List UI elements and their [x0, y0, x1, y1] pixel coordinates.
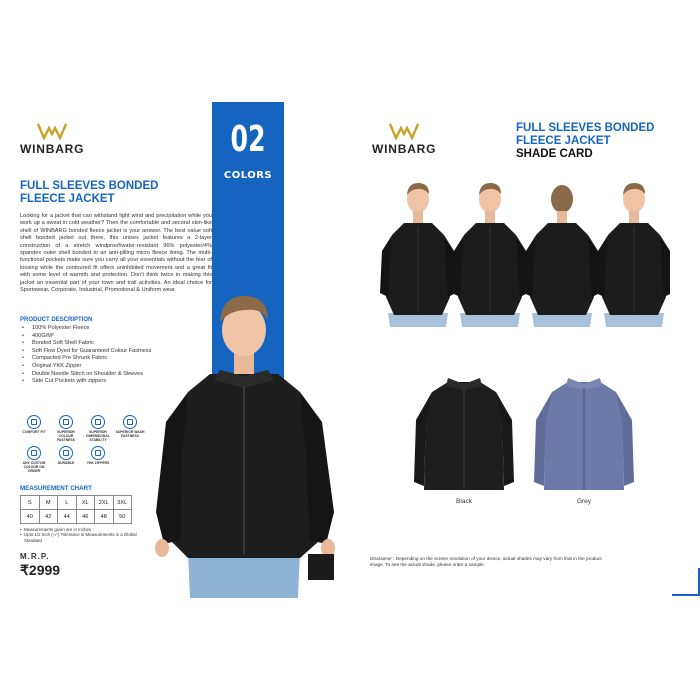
product-description-heading: PRODUCT DESCRIPTION — [20, 317, 93, 323]
product-title-line1: FULL SLEEVES BONDED — [20, 180, 159, 192]
mrp-label: M.R.P. — [20, 552, 50, 561]
table-row — [21, 496, 132, 510]
winbarg-logo-icon — [389, 122, 419, 140]
product-point: • 400G/M² — [20, 333, 155, 341]
grey-jacket-swatch — [532, 374, 636, 496]
dimensional-stability-icon — [91, 415, 105, 429]
table-row — [21, 510, 132, 524]
catalog-right-page — [350, 102, 700, 598]
product-title-line2: FLEECE JACKET — [20, 193, 115, 205]
feature-custom-colour: ANY CUSTOM COLOUR ON ORDER — [18, 446, 50, 473]
feature-ykk-zippers: YKK ZIPPERS — [82, 446, 114, 473]
size-cell: S — [21, 496, 40, 510]
shade-title-line2: FLEECE JACKET — [516, 135, 611, 147]
shade-title-line3: SHADE CARD — [516, 148, 593, 160]
size-cell: 2XL — [95, 496, 114, 510]
feature-icons — [18, 415, 148, 473]
shade-name-black: Black — [456, 498, 472, 505]
colour-fastness-icon — [59, 415, 73, 429]
size-cell: L — [58, 496, 77, 510]
disclaimer-text: Disclaimer : Depending on the screen resolution of your device, actual shades may vary from that in the product image. To see the actual shade, please order a sample. — [370, 556, 602, 567]
measurement-cell: 50 — [113, 510, 132, 524]
measurement-cell: 40 — [21, 510, 40, 524]
zipper-icon — [91, 446, 105, 460]
feature-dimensional-stability: SUPERIOR DIMENSIONAL STABILITY — [82, 415, 114, 442]
brand-name: WINBARG — [372, 142, 437, 156]
black-jacket-swatch — [412, 374, 516, 496]
brand-logo — [20, 122, 84, 156]
product-point: • Bonded Soft Shell Fabric — [20, 340, 155, 348]
product-title — [20, 180, 210, 206]
feature-wash-fastness: SUPERIOR WASH FASTNESS — [114, 415, 146, 442]
measurement-cell: 42 — [39, 510, 58, 524]
shade-name-grey: Grey — [576, 498, 592, 505]
brand-name: WINBARG — [20, 142, 85, 156]
product-point: • Original YKK Zipper — [20, 363, 155, 371]
shade-card-title — [516, 122, 696, 161]
product-description-text: Looking for a jacket that can withstand light wind and precipitation while you work up a sweat in cold weather? Then the comfortable and second skin-like shell of WINBARG bonded fleece jacket is your answer. The best value soft shell bonded jacket out there, this unisex jacket features a 2-layer construction of a stretch windproof/water-resistant 96% polyester/4% spandex outer shell bonded to an anti-pilling micro fleece lining. The multi-functional pockets make sure you carry all your essentials without the fear of loosing while the contoured fit offers uninhibited movement and a great fit with some level of warmth and protection. Don't think twice in making this jacket an essential part of your town and trail activities. An ideal choice for Sportswear, Corporate, Industrial, Promotional & Uniform wear. — [20, 213, 212, 294]
measurement-cell: 44 — [58, 510, 77, 524]
brand-logo — [372, 122, 436, 156]
measurement-cell: 46 — [76, 510, 95, 524]
model-photo — [150, 282, 340, 598]
measurement-cell: 48 — [95, 510, 114, 524]
colors-label: COLORS — [223, 170, 273, 181]
size-cell: 3XL — [113, 496, 132, 510]
size-cell: M — [39, 496, 58, 510]
product-point: • 100% Polyester Fleece — [20, 325, 155, 333]
black-shade-swatch — [308, 554, 334, 580]
product-point: • Double Needle Stitch on Shoulder & Sleeves — [20, 371, 155, 379]
product-point: • Soft Flow Dyed for Guaranteed Colour Fastness — [20, 348, 155, 356]
product-point: • Compacted Pre Shrunk Fabric — [20, 355, 155, 363]
measurement-notes — [20, 527, 150, 543]
wash-fastness-icon — [123, 415, 137, 429]
colors-count: 02 — [230, 119, 266, 160]
durable-icon — [59, 446, 73, 460]
model-poses-photo — [380, 177, 670, 327]
winbarg-logo-icon — [37, 122, 67, 140]
size-cell: XL — [76, 496, 95, 510]
feature-comfort-fit: COMFORT FIT — [18, 415, 50, 442]
mrp-price: ₹2999 — [20, 562, 61, 578]
corner-accent — [672, 594, 700, 596]
product-points-list — [20, 325, 155, 386]
custom-colour-icon — [27, 446, 41, 460]
measurement-chart-heading: MEASUREMENT CHART — [20, 485, 92, 492]
product-point: • Side Cut Pockets with zippers — [20, 378, 155, 386]
measurement-table — [20, 495, 132, 524]
feature-durable: DURABLE — [50, 446, 82, 473]
measurement-note: • Measurements given are in Inches — [20, 527, 150, 532]
measurement-note: • Upto 1/2 Inch (+/-) Tolerance in Measurements is a Global Standard — [20, 532, 150, 543]
comfort-fit-icon — [27, 415, 41, 429]
shade-title-line1: FULL SLEEVES BONDED — [516, 122, 655, 134]
catalog-left-page — [0, 102, 350, 598]
feature-colour-fastness: SUPERIOR COLOUR FASTNESS — [50, 415, 82, 442]
